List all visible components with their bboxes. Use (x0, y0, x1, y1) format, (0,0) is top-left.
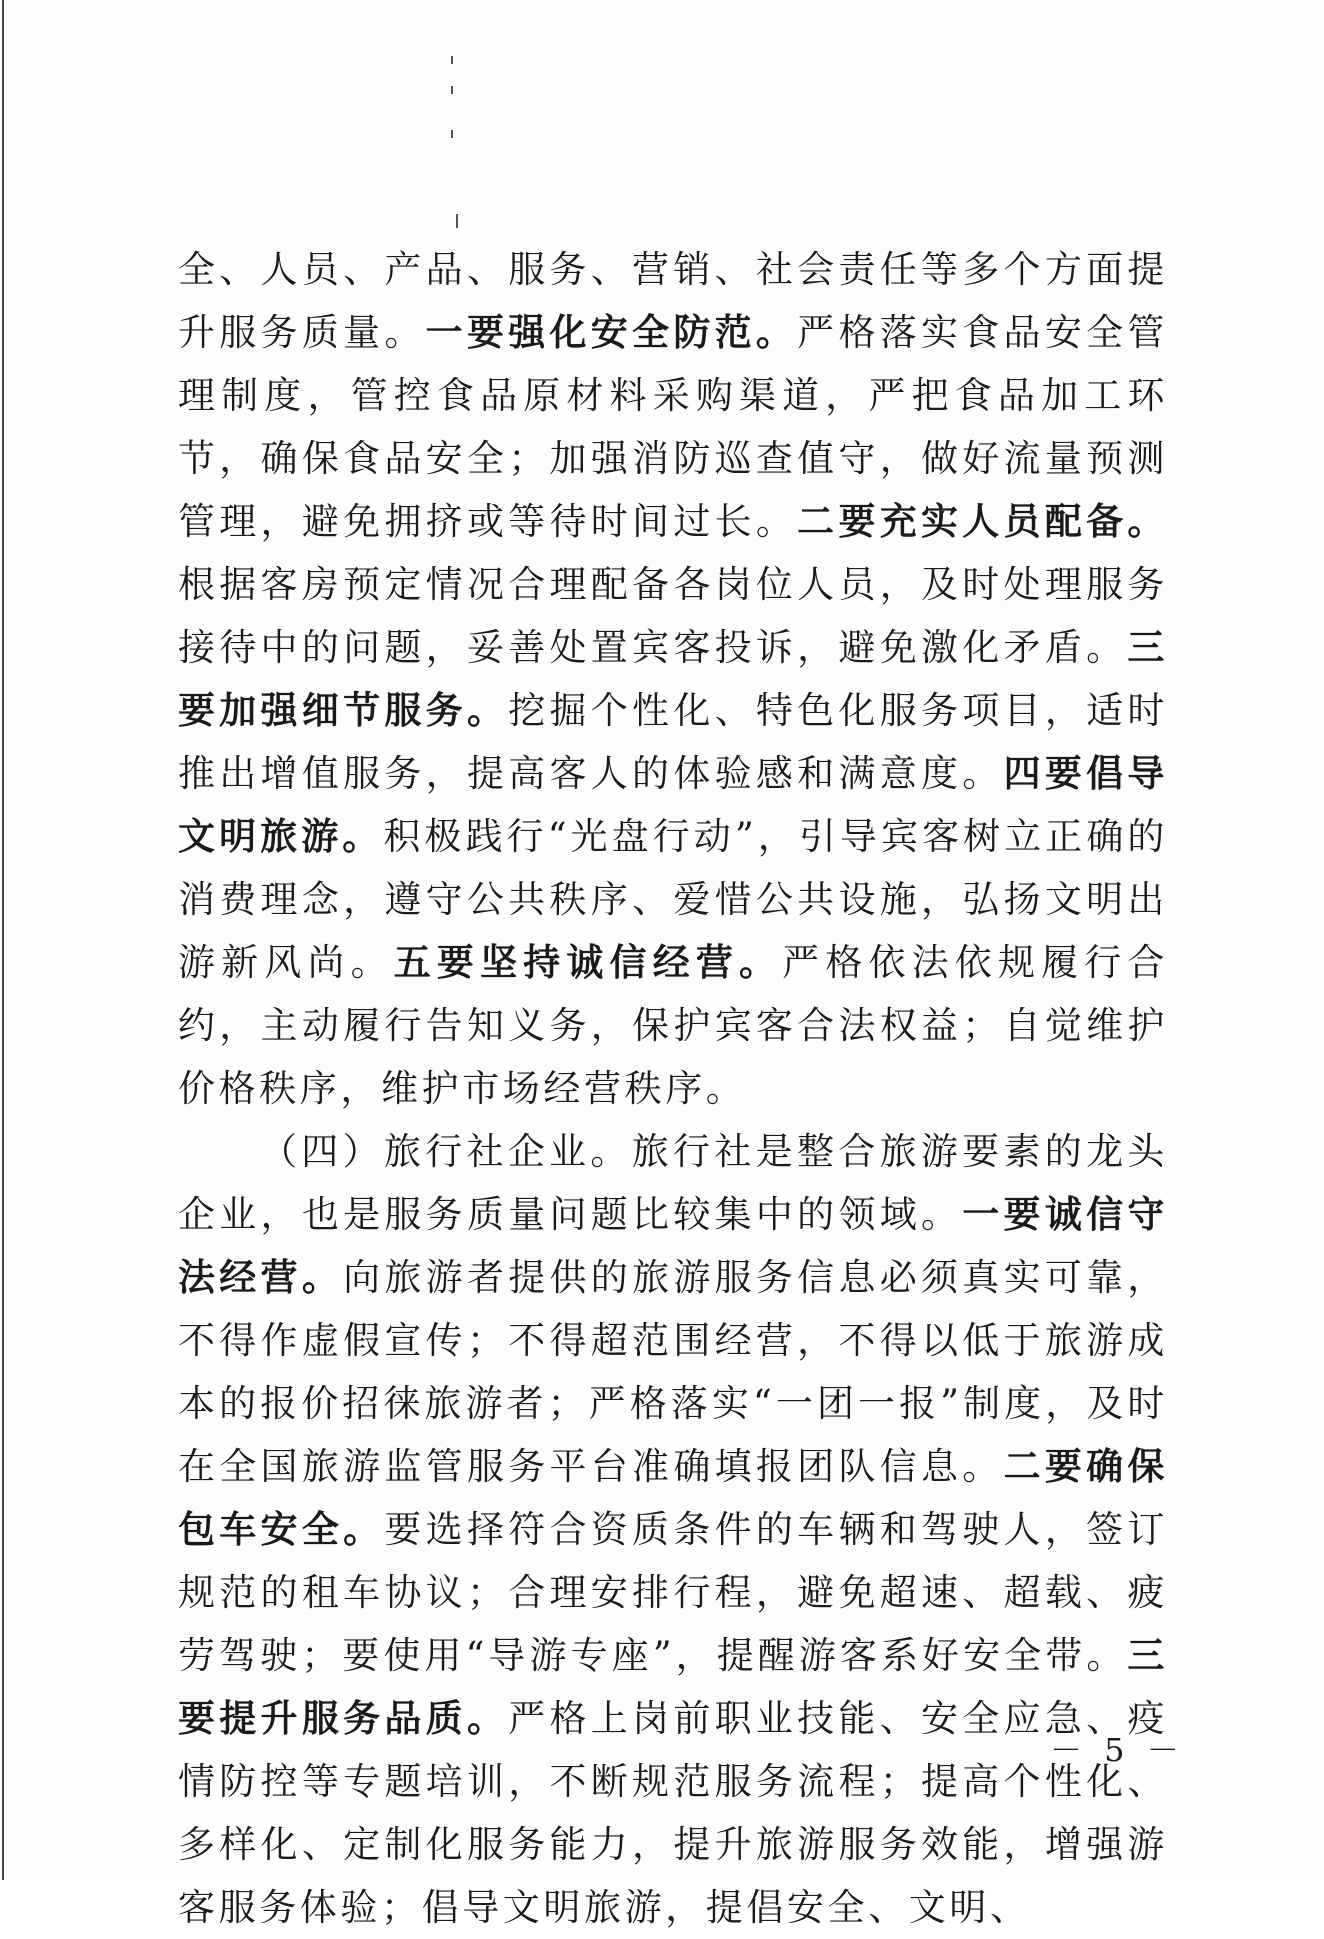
bold-heading-run: 五要坚持诚信经营。 (393, 940, 783, 984)
page-number: － 5 － (1050, 1731, 1185, 1769)
bold-heading-run: 二要充实人员配备。 (797, 499, 1168, 543)
text-run: 根据客房预定情况合理配备各岗位人员，及时处理服务接待中的问题，妥善处置宾客投诉，避免激化矛盾。 (178, 563, 1168, 669)
bold-heading-run: 二要确保包车安全。 (178, 1444, 1168, 1551)
paragraph (178, 238, 1168, 1120)
scan-mark (451, 86, 453, 94)
bold-heading-run: 三要加强细节服务。 (178, 625, 1168, 732)
text-run: （四）旅行社企业。旅行社是整合旅游要素的龙头企业，也是服务质量问题比较集中的领域。 (178, 1130, 1168, 1236)
text-run: 全、人员、产品、服务、营销、社会责任等多个方面提升服务质量。 (178, 248, 1168, 354)
left-border-line (2, 0, 4, 1880)
bold-heading-run: 三要提升服务品质。 (178, 1633, 1168, 1740)
text-run: 严格上岗前职业技能、安全应急、疫情防控等专题培训，不断规范服务流程；提高个性化、多样化、定制化服务能力，提升旅游服务效能，增强游客服务体验；倡导文明旅游，提倡安全、文明、 (178, 1697, 1168, 1929)
text-run: 积极践行“光盘行动”，引导宾客树立正确的消费理念，遵守公共秩序、爱惜公共设施，弘扬文明出游新风尚。 (178, 815, 1168, 984)
scan-mark (451, 56, 453, 64)
text-run: 严格落实食品安全管理制度，管控食品原材料采购渠道，严把食品加工环节，确保食品安全；加强消防巡查值守，做好流量预测管理，避免拥挤或等待时间过长。 (178, 311, 1168, 543)
text-run: 向旅游者提供的旅游服务信息必须真实可靠，不得作虚假宣传；不得超范围经营，不得以低于旅游成本的报价招徕旅游者；严格落实“一团一报”制度，及时在全国旅游监管服务平台准确填报团队信息。 (178, 1256, 1169, 1488)
scan-mark (451, 130, 453, 138)
text-run: 严格依法依规履行合约，主动履行告知义务，保护宾客合法权益；自觉维护价格秩序，维护市场经营秩序。 (178, 941, 1169, 1110)
bold-heading-run: 一要诚信守法经营。 (178, 1192, 1168, 1299)
text-run: 要选择符合资质条件的车辆和驾驶人，签订规范的租车协议；合理安排行程，避免超速、超载、疲劳驾驶；要使用“导游专座”，提醒游客系好安全带。 (178, 1508, 1168, 1677)
text-run: 挖掘个性化、特色化服务项目，适时推出增值服务，提高客人的体验感和满意度。 (178, 689, 1168, 795)
bold-heading-run: 一要强化安全防范。 (425, 310, 798, 354)
bold-heading-run: 四要倡导文明旅游。 (178, 751, 1168, 858)
scan-mark (456, 214, 458, 228)
body-text (178, 238, 1168, 1939)
paragraph (178, 1120, 1168, 1939)
